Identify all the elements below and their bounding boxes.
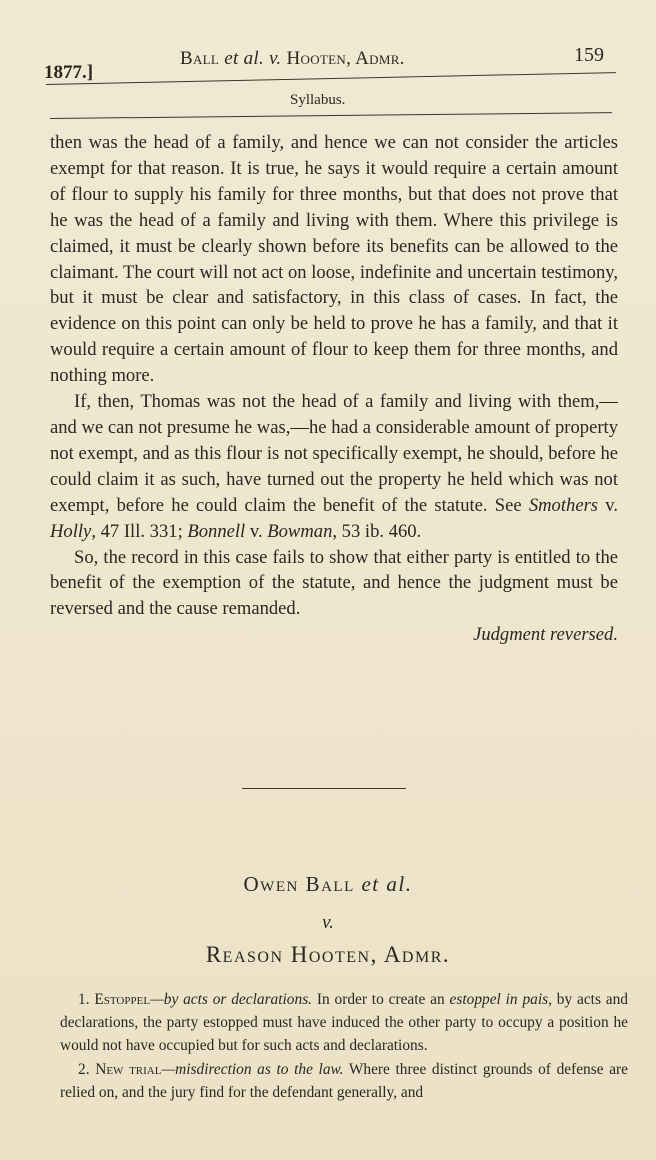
citation-1-v: v. xyxy=(598,494,618,516)
header-rule xyxy=(46,72,616,85)
running-title-versus: v. xyxy=(269,48,282,69)
running-title xyxy=(180,48,405,70)
citation-1-name2: Holly xyxy=(50,520,92,542)
syllabus xyxy=(60,988,628,1104)
page-number: 159 xyxy=(574,44,604,66)
syllabus-item-1-text-a: In order to create an xyxy=(312,991,450,1008)
paragraph-3: So, the record in this case fails to show that either party is entitled to the benefit of the exemption of the statute, and hence the judgment must be reversed and the cause remanded. xyxy=(50,546,618,620)
citation-2-rest: , 53 ib. 460. xyxy=(332,520,422,542)
syllabus-item-1-text-b: , by acts and declarations, the party estopped must have induced the other party to occupy a position he would not have occupied but for such acts and declarations. xyxy=(60,991,628,1055)
case-defendant xyxy=(0,942,656,968)
syllabus-item-2-head: New trial xyxy=(95,1060,162,1078)
section-divider xyxy=(242,788,406,789)
running-title-party1: Ball xyxy=(180,48,220,69)
syllabus-item-2-num: 2. xyxy=(78,1060,90,1078)
citation-2-name2: Bowman xyxy=(267,520,333,542)
syllabus-item-2-sub: —misdirection as to the law. xyxy=(161,1060,344,1078)
defendant-name: Reason Hooten, Admr. xyxy=(205,942,451,967)
running-title-etal: et al. xyxy=(224,48,265,69)
case-plaintiff xyxy=(0,872,656,897)
syllabus-item-1-head: Estoppel xyxy=(94,991,151,1008)
plaintiff-name: Owen Ball xyxy=(243,872,355,896)
section-label: Syllabus. xyxy=(290,92,346,108)
syllabus-item-2 xyxy=(60,1058,628,1104)
paragraph-2-text: If, then, Thomas was not the head of a family and living with them,—and we can not presume he was,—he had a considerable amount of property not exempt, and as this flour is not specifically exempt, he should, before he could claim it as such, have turned out the property he held which was not exempt, before he could claim the benefit of the statute. See xyxy=(50,391,618,516)
plaintiff-suffix: et al. xyxy=(361,872,413,896)
paragraph-2 xyxy=(50,389,618,544)
syllabus-item-1 xyxy=(60,988,628,1058)
syllabus-item-1-num: 1. xyxy=(78,991,90,1008)
citation-1-rest: , 47 Ill. 331; xyxy=(91,520,188,542)
running-title-party2: Hooten, Admr. xyxy=(286,48,405,69)
judgment-line: Judgment reversed. xyxy=(473,624,618,646)
citation-2-name: Bonnell xyxy=(187,520,246,542)
opinion-text xyxy=(50,130,618,648)
syllabus-item-1-term: estoppel in pais xyxy=(449,991,549,1008)
year-marker: 1877.] xyxy=(44,62,94,83)
section-rule xyxy=(50,112,612,119)
syllabus-item-2-text: Where three distinct grounds of defense are relied on, and the jury find for the defendant generally, and xyxy=(60,1060,629,1101)
paragraph-1: then was the head of a family, and hence we can not consider the articles exempt for that reason. It is true, he says it would require a certain amount of flour to supply his family for three months, but that does not prove that he was the head of a family and living with them. Where this privilege is claimed, it must be clearly shown before its benefits can be allowed to the claimant. The court will not act on loose, indefinite and uncertain testimony, but it must be clear and satisfactory, in this class of cases. In fact, the evidence on this point can only be held to prove he has a family, and that it would require a certain amount of flour to keep them for three months, and nothing more. xyxy=(50,132,618,387)
citation-2-v: v. xyxy=(245,520,268,542)
citation-1-name: Smothers xyxy=(528,494,599,516)
syllabus-item-1-sub: —by acts or declarations. xyxy=(150,991,313,1008)
case-versus: v. xyxy=(322,912,334,933)
